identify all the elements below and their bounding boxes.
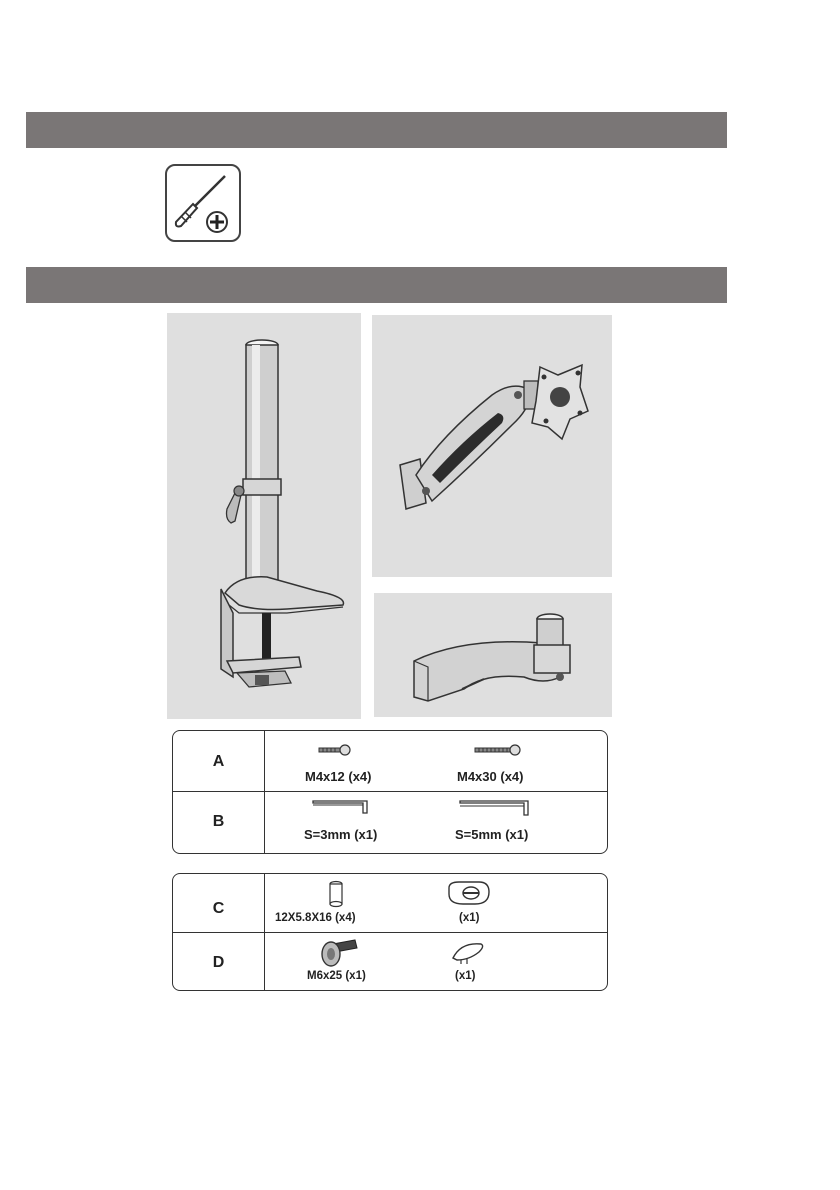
part-label: S=3mm (x1) — [304, 827, 378, 842]
row-letter: A — [212, 753, 225, 770]
pole-clamp-panel — [167, 313, 361, 719]
part-label: S=5mm (x1) — [455, 827, 529, 842]
part-label: M4x30 (x4) — [457, 769, 524, 784]
part-label: (x1) — [455, 970, 476, 982]
washer-icon — [451, 940, 487, 964]
table-row-d — [173, 932, 607, 990]
small-hex-key-icon — [311, 799, 371, 815]
hardware-table-cd — [172, 873, 608, 991]
extension-arm-panel — [374, 593, 612, 717]
part-label: (x1) — [459, 912, 480, 924]
row-letter: D — [212, 954, 225, 971]
short-screw-icon — [317, 743, 351, 757]
pole-clamp-illustration — [167, 313, 361, 719]
table-row-a — [173, 731, 607, 791]
extension-arm-illustration — [374, 593, 612, 717]
phillips-screwdriver-icon — [167, 166, 239, 240]
gas-spring-arm-illustration — [372, 315, 612, 577]
long-screw-icon — [473, 743, 521, 757]
part-label: M6x25 (x1) — [307, 970, 366, 982]
part-label: 12X5.8X16 (x4) — [275, 912, 356, 924]
row-letter: C — [212, 900, 225, 917]
hardware-table-ab — [172, 730, 608, 854]
part-label: M4x12 (x4) — [305, 769, 372, 784]
tool-box — [165, 164, 241, 242]
large-hex-key-icon — [458, 799, 532, 817]
table-row-c — [173, 874, 607, 932]
bolt-icon — [319, 938, 359, 968]
tools-required-header-bar — [26, 112, 727, 148]
table-row-b — [173, 791, 607, 853]
row-letter: B — [212, 813, 225, 830]
cable-clip-icon — [445, 880, 493, 908]
gas-spring-arm-panel — [372, 315, 612, 577]
parts-list-header-bar — [26, 267, 727, 303]
spacer-icon — [327, 880, 345, 908]
